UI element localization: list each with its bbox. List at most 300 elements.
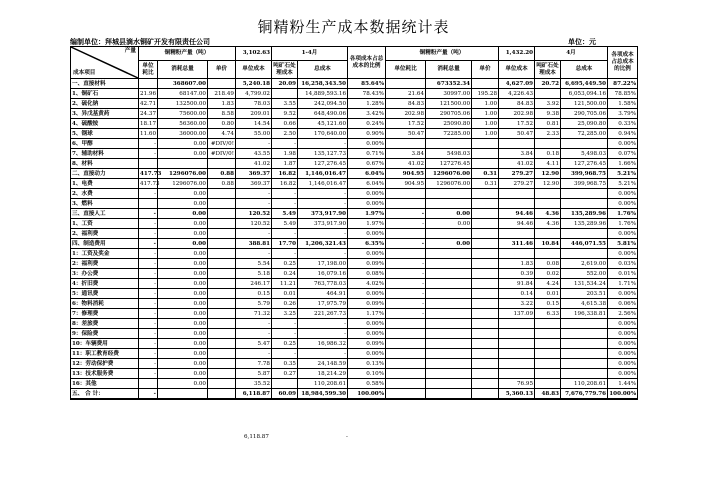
ytd-unit-cost-cell: 209.01 — [236, 109, 272, 119]
ytd-consumption-cell: 0.00 — [158, 279, 208, 289]
ytd-unit-ratio-cell: - — [139, 259, 158, 269]
ytd-cost-share-cell: 0.00% — [348, 319, 386, 329]
month-unit-ratio-cell: - — [386, 209, 426, 219]
ytd-unit-ratio-cell: - — [139, 139, 158, 149]
ytd-per-ton-ore-cost-cell: - — [272, 249, 298, 259]
ytd-total-cost-cell: 18,214.29 — [298, 369, 348, 379]
column-header: 总成本 — [298, 61, 348, 79]
ytd-total-cost-cell: 17,975.79 — [298, 299, 348, 309]
cost-item-name: 4：折旧费 — [71, 279, 139, 289]
month-per-ton-ore-cost-cell: 12.90 — [535, 169, 561, 179]
month-total-cost-cell: 203.51 — [561, 289, 608, 299]
diagonal-header-cell — [71, 47, 139, 79]
ytd-unit-price-cell — [208, 189, 236, 199]
ytd-per-ton-ore-cost-cell: 20.09 — [272, 79, 298, 89]
month-total-cost-cell: 135,289.96 — [561, 209, 608, 219]
ytd-unit-cost-cell: 6,118.87 — [236, 389, 272, 400]
month-cost-share-cell: 0.94% — [608, 129, 638, 139]
cost-item-name: 8、材料 — [71, 159, 139, 169]
cost-item-name: 12：劳动保护费 — [71, 359, 139, 369]
ytd-unit-ratio-cell: - — [139, 239, 158, 249]
ytd-unit-price-cell — [208, 359, 236, 369]
ytd-unit-cost-cell: - — [236, 199, 272, 209]
column-header: 单价 — [472, 61, 499, 79]
month-unit-price-cell — [472, 219, 499, 229]
month-unit-ratio-cell: - — [386, 259, 426, 269]
ytd-unit-cost-cell: 7.78 — [236, 359, 272, 369]
month-cost-share-cell: 0.06% — [608, 299, 638, 309]
ytd-unit-ratio-cell: - — [139, 279, 158, 289]
ytd-cost-share-cell: 0.00% — [348, 329, 386, 339]
ytd-unit-cost-cell: 4,799.02 — [236, 89, 272, 99]
ytd-cost-share-cell: 0.71% — [348, 149, 386, 159]
month-unit-cost-cell: 94.46 — [499, 209, 535, 219]
cost-item-name: 10：车辆费用 — [71, 339, 139, 349]
month-consumption-cell — [426, 279, 472, 289]
ytd-unit-ratio-cell: - — [139, 309, 158, 319]
month-per-ton-ore-cost-cell: 6.33 — [535, 309, 561, 319]
ytd-unit-cost-cell: - — [236, 249, 272, 259]
table-row — [71, 389, 638, 400]
ytd-total-cost-cell: 464.91 — [298, 289, 348, 299]
ytd-total-cost-cell: 24,148.59 — [298, 359, 348, 369]
month-unit-cost-cell — [499, 249, 535, 259]
ytd-unit-price-cell — [208, 199, 236, 209]
month-unit-ratio-cell: - — [386, 289, 426, 299]
ytd-unit-ratio-cell: - — [139, 229, 158, 239]
month-cost-share-cell: 5.81% — [608, 239, 638, 249]
ytd-cost-share-cell: 0.00% — [348, 139, 386, 149]
ytd-consumption-cell: 68147.00 — [158, 89, 208, 99]
month-consumption-cell — [426, 349, 472, 359]
month-consumption-cell — [426, 189, 472, 199]
month-consumption-cell — [426, 199, 472, 209]
month-per-ton-ore-cost-cell: 20.72 — [535, 79, 561, 89]
month-per-ton-ore-cost-cell: 48.83 — [535, 389, 561, 400]
ytd-total-cost-cell: 373,917.90 — [298, 219, 348, 229]
ytd-total-cost-cell: 1,146,016.47 — [298, 169, 348, 179]
cost-item-name: 7、辅助材料 — [71, 149, 139, 159]
ytd-per-ton-ore-cost-cell: - — [272, 349, 298, 359]
left-share-header: 各项成本占总成本的比例 — [348, 47, 386, 79]
ytd-unit-ratio-cell: - — [139, 369, 158, 379]
ytd-unit-ratio-cell: - — [139, 329, 158, 339]
table-row — [71, 129, 638, 139]
column-header: 消耗总量 — [158, 61, 208, 79]
month-total-cost-cell: 5,498.03 — [561, 149, 608, 159]
ytd-consumption-cell: 1296076.00 — [158, 179, 208, 189]
month-cost-share-cell: 3.79% — [608, 109, 638, 119]
table-row — [71, 99, 638, 109]
month-cost-share-cell: 1.71% — [608, 279, 638, 289]
table-row — [71, 339, 638, 349]
ytd-per-ton-ore-cost-cell: 17.70 — [272, 239, 298, 249]
month-unit-price-cell — [472, 249, 499, 259]
cost-item-name: 三、直接人工 — [71, 209, 139, 219]
ytd-total-cost-cell: 127,276.45 — [298, 159, 348, 169]
ytd-per-ton-ore-cost-cell: 11.21 — [272, 279, 298, 289]
month-unit-price-cell — [472, 319, 499, 329]
ytd-unit-price-cell — [208, 339, 236, 349]
ytd-unit-cost-cell: 55.00 — [236, 129, 272, 139]
ytd-unit-cost-cell: 120.52 — [236, 219, 272, 229]
month-unit-ratio-cell — [386, 199, 426, 209]
ytd-unit-cost-cell: 388.81 — [236, 239, 272, 249]
ytd-per-ton-ore-cost-cell: 1.98 — [272, 149, 298, 159]
ytd-unit-cost-cell: - — [236, 229, 272, 239]
month-unit-price-cell — [472, 369, 499, 379]
month-unit-price-cell — [472, 269, 499, 279]
month-cost-share-cell: 0.00% — [608, 289, 638, 299]
ytd-unit-price-cell: 0.88 — [208, 169, 236, 179]
month-unit-ratio-cell — [386, 319, 426, 329]
month-unit-ratio-cell: 17.52 — [386, 119, 426, 129]
ytd-cost-share-cell: 6.04% — [348, 179, 386, 189]
month-cost-share-cell: 0.03% — [608, 259, 638, 269]
month-per-ton-ore-cost-cell: 12.90 — [535, 179, 561, 189]
table-row — [71, 369, 638, 379]
month-unit-cost-cell: 0.14 — [499, 289, 535, 299]
month-total-cost-cell: 399,968.75 — [561, 169, 608, 179]
month-cost-share-cell: 0.00% — [608, 359, 638, 369]
month-unit-ratio-cell: - — [386, 279, 426, 289]
month-consumption-cell — [426, 289, 472, 299]
cost-item-name: 5：通讯费 — [71, 289, 139, 299]
month-unit-ratio-cell — [386, 339, 426, 349]
month-unit-cost-cell: 4,627.09 — [499, 79, 535, 89]
month-per-ton-ore-cost-cell: 9.38 — [535, 109, 561, 119]
ytd-per-ton-ore-cost-cell: - — [272, 329, 298, 339]
month-unit-ratio-cell — [386, 369, 426, 379]
ytd-unit-price-cell — [208, 269, 236, 279]
cost-item-name: 9：保险费 — [71, 329, 139, 339]
table-row — [71, 379, 638, 389]
month-per-ton-ore-cost-cell: 0.18 — [535, 149, 561, 159]
cost-item-name: 四、制造费用 — [71, 239, 139, 249]
cost-item-name: 4、硫酸铵 — [71, 119, 139, 129]
month-per-ton-ore-cost-cell — [535, 199, 561, 209]
cost-item-name: 1：工资及奖金 — [71, 249, 139, 259]
ytd-cost-share-cell: 0.00% — [348, 249, 386, 259]
column-header: 吨矿石处理成本 — [272, 61, 298, 79]
table-row — [71, 79, 638, 89]
month-unit-ratio-cell — [386, 379, 426, 389]
table-row — [71, 269, 638, 279]
ytd-total-cost-cell: 14,889,593.16 — [298, 89, 348, 99]
cost-item-name: 1、电费 — [71, 179, 139, 189]
month-unit-price-cell — [472, 289, 499, 299]
month-unit-price-cell — [472, 79, 499, 89]
ytd-cost-share-cell: 0.00% — [348, 289, 386, 299]
month-unit-ratio-cell — [386, 229, 426, 239]
month-per-ton-ore-cost-cell: 0.01 — [535, 289, 561, 299]
ytd-unit-ratio-cell — [139, 79, 158, 89]
cost-item-name: 6、甲醇 — [71, 139, 139, 149]
month-per-ton-ore-cost-cell — [535, 89, 561, 99]
column-header: 吨矿石处理成本 — [535, 61, 561, 79]
ytd-unit-cost-cell: - — [236, 329, 272, 339]
month-unit-ratio-cell: - — [386, 239, 426, 249]
ytd-unit-ratio-cell: - — [139, 249, 158, 259]
ytd-consumption-cell: 0.00 — [158, 209, 208, 219]
ytd-unit-ratio-cell: - — [139, 389, 158, 400]
month-cost-share-cell: 2.56% — [608, 309, 638, 319]
month-total-cost-cell: 7,676,779.76 — [561, 389, 608, 400]
ytd-unit-cost-cell: 35.52 — [236, 379, 272, 389]
month-per-ton-ore-cost-cell — [535, 329, 561, 339]
month-consumption-cell — [426, 249, 472, 259]
month-unit-price-cell: 1.00 — [472, 129, 499, 139]
column-header: 单价 — [208, 61, 236, 79]
ytd-unit-price-cell — [208, 279, 236, 289]
ytd-per-ton-ore-cost-cell: 0.24 — [272, 269, 298, 279]
ytd-unit-price-cell: #DIV/0! — [208, 149, 236, 159]
ytd-total-cost-cell: - — [298, 349, 348, 359]
ytd-unit-price-cell — [208, 389, 236, 400]
month-unit-price-cell — [472, 349, 499, 359]
cost-item-name: 二、直接动力 — [71, 169, 139, 179]
ytd-unit-ratio-cell: - — [139, 319, 158, 329]
month-unit-cost-cell: 84.83 — [499, 99, 535, 109]
ytd-cost-share-cell: 0.90% — [348, 129, 386, 139]
ytd-unit-cost-cell: 5.79 — [236, 299, 272, 309]
month-unit-cost-cell: 137.09 — [499, 309, 535, 319]
ytd-cost-share-cell: 1.17% — [348, 309, 386, 319]
ytd-cost-share-cell: 0.13% — [348, 359, 386, 369]
cost-item-name: 1、工资 — [71, 219, 139, 229]
right-output-title: 铜精粉产量（吨） — [386, 47, 499, 61]
month-unit-cost-cell: 4,226.43 — [499, 89, 535, 99]
month-unit-cost-cell — [499, 319, 535, 329]
ytd-unit-ratio-cell: - — [139, 219, 158, 229]
month-unit-cost-cell — [499, 369, 535, 379]
ytd-unit-ratio-cell: 42.71 — [140, 100, 157, 107]
month-consumption-cell — [426, 329, 472, 339]
ytd-per-ton-ore-cost-cell: - — [272, 319, 298, 329]
table-row — [71, 289, 638, 299]
ytd-consumption-cell: 0.00 — [158, 309, 208, 319]
table-row — [71, 329, 638, 339]
month-per-ton-ore-cost-cell — [535, 379, 561, 389]
ytd-consumption-cell: 0.00 — [158, 199, 208, 209]
month-unit-cost-cell: 5,360.13 — [499, 389, 535, 400]
table-row — [71, 219, 638, 229]
ytd-consumption-cell — [158, 389, 208, 400]
table-row — [71, 199, 638, 209]
ytd-unit-cost-cell: 41.02 — [236, 159, 272, 169]
table-row — [71, 89, 638, 99]
ytd-per-ton-ore-cost-cell: 16.82 — [272, 179, 298, 189]
table-row — [71, 189, 638, 199]
month-cost-share-cell: 78.85% — [608, 89, 638, 99]
ytd-unit-price-cell: 218.49 — [208, 89, 236, 99]
table-row — [71, 179, 638, 189]
month-unit-price-cell — [472, 189, 499, 199]
month-cost-share-cell: 0.00% — [608, 369, 638, 379]
ytd-cost-share-cell: 0.58% — [348, 379, 386, 389]
ytd-per-ton-ore-cost-cell: 3.25 — [272, 309, 298, 319]
cost-item-name: 3、燃料 — [71, 199, 139, 209]
ytd-unit-cost-cell: 120.52 — [236, 209, 272, 219]
ytd-unit-cost-cell: 5,240.18 — [236, 79, 272, 89]
ytd-consumption-cell: 0.00 — [158, 259, 208, 269]
table-row — [71, 279, 638, 289]
ytd-total-cost-cell: 373,917.90 — [298, 209, 348, 219]
month-unit-cost-cell — [499, 229, 535, 239]
table-body — [71, 79, 638, 400]
ytd-unit-price-cell: #DIV/0! — [208, 139, 236, 149]
month-unit-cost-cell: 0.39 — [499, 269, 535, 279]
ytd-unit-cost-cell: 5.87 — [236, 369, 272, 379]
ytd-per-ton-ore-cost-cell: 0.35 — [272, 359, 298, 369]
unit-label: 单位：元 — [568, 37, 596, 46]
cost-statistics-table — [70, 46, 638, 400]
ytd-unit-ratio-cell: - — [139, 349, 158, 359]
ytd-consumption-cell: 0.00 — [158, 339, 208, 349]
month-cost-share-cell: 1.58% — [608, 99, 638, 109]
ytd-consumption-cell: 0.00 — [158, 139, 208, 149]
ytd-per-ton-ore-cost-cell: 0.25 — [272, 339, 298, 349]
month-unit-price-cell: 0.31 — [472, 179, 499, 189]
month-per-ton-ore-cost-cell: 4.11 — [535, 159, 561, 169]
month-consumption-cell: 0.00 — [426, 219, 472, 229]
month-unit-cost-cell: 3.84 — [499, 149, 535, 159]
month-per-ton-ore-cost-cell — [535, 139, 561, 149]
month-unit-price-cell — [472, 259, 499, 269]
column-header: 单位耗比 — [139, 61, 158, 79]
ytd-unit-price-cell — [208, 229, 236, 239]
month-total-cost-cell: 6,695,449.50 — [561, 79, 608, 89]
footer-value: 6,118.87 — [244, 434, 269, 440]
ytd-unit-cost-cell: 246.17 — [236, 279, 272, 289]
month-unit-ratio-cell: 84.83 — [386, 99, 426, 109]
ytd-unit-cost-cell: 71.32 — [236, 309, 272, 319]
month-per-ton-ore-cost-cell: 0.02 — [535, 269, 561, 279]
month-unit-cost-cell: 91.84 — [499, 279, 535, 289]
table-row — [71, 229, 638, 239]
month-cost-share-cell: 1.76% — [608, 209, 638, 219]
ytd-unit-price-cell — [208, 289, 236, 299]
month-unit-price-cell: 0.31 — [472, 169, 499, 179]
month-unit-ratio-cell: 50.47 — [386, 129, 426, 139]
month-unit-ratio-cell: 3.84 — [386, 149, 426, 159]
page-title: 铜精粉生产成本数据统计表 — [257, 18, 450, 36]
ytd-per-ton-ore-cost-cell: 60.09 — [272, 389, 298, 400]
column-header: 总成本 — [561, 61, 608, 79]
month-cost-share-cell: 0.00% — [608, 349, 638, 359]
ytd-unit-cost-cell: 78.03 — [236, 99, 272, 109]
month-unit-ratio-cell: - — [386, 309, 426, 319]
month-per-ton-ore-cost-cell: 0.08 — [535, 259, 561, 269]
ytd-cost-share-cell: 85.64% — [348, 79, 386, 89]
month-cost-share-cell: 87.22% — [608, 79, 638, 89]
month-unit-cost-cell: 17.52 — [499, 119, 535, 129]
ytd-cost-share-cell: 0.00% — [348, 189, 386, 199]
ytd-per-ton-ore-cost-cell: 3.55 — [272, 99, 298, 109]
ytd-total-cost-cell: 1,146,016.47 — [298, 179, 348, 189]
ytd-unit-cost-cell: 5.47 — [236, 339, 272, 349]
output-header-label: 产量 — [124, 48, 136, 54]
month-cost-share-cell: 0.00% — [608, 329, 638, 339]
month-total-cost-cell: 399,968.75 — [561, 179, 608, 189]
ytd-per-ton-ore-cost-cell: 0.01 — [272, 289, 298, 299]
ytd-total-cost-cell: - — [298, 229, 348, 239]
ytd-per-ton-ore-cost-cell: 0.25 — [272, 259, 298, 269]
ytd-per-ton-ore-cost-cell: - — [272, 229, 298, 239]
month-consumption-cell — [426, 309, 472, 319]
month-per-ton-ore-cost-cell: 3.92 — [535, 99, 561, 109]
month-unit-price-cell — [472, 209, 499, 219]
ytd-consumption-cell: 0.00 — [158, 329, 208, 339]
ytd-consumption-cell: 0.00 — [158, 219, 208, 229]
cost-item-name: 13：技术服务费 — [71, 369, 139, 379]
month-per-ton-ore-cost-cell: 4.36 — [535, 209, 561, 219]
month-per-ton-ore-cost-cell: 4.24 — [535, 279, 561, 289]
ytd-unit-price-cell — [208, 79, 236, 89]
month-unit-price-cell — [472, 139, 499, 149]
ytd-consumption-cell: 0.00 — [158, 239, 208, 249]
ytd-total-cost-cell: 1,206,321.43 — [298, 239, 348, 249]
cost-item-name: 一、直接材料 — [71, 79, 139, 89]
column-header: 单位耗比 — [386, 61, 426, 79]
month-unit-price-cell — [472, 159, 499, 169]
month-unit-ratio-cell: 21.64 — [386, 89, 426, 99]
cost-item-header-label: 成本项目 — [73, 70, 96, 76]
ytd-cost-share-cell: 1.28% — [348, 99, 386, 109]
month-consumption-cell — [426, 319, 472, 329]
month-unit-ratio-cell: 904.95 — [386, 179, 426, 189]
table-row — [71, 159, 638, 169]
column-header: 消耗总量 — [426, 61, 472, 79]
ytd-unit-cost-cell: 5.54 — [236, 259, 272, 269]
cost-item-name: 2、福利费 — [71, 229, 139, 239]
table-row — [71, 209, 638, 219]
cost-item-name: 16：其他 — [71, 379, 139, 389]
cost-item-name: 3、异戊基黄药 — [71, 109, 139, 119]
month-total-cost-cell: 4,615.38 — [561, 299, 608, 309]
ytd-per-ton-ore-cost-cell — [272, 379, 298, 389]
month-consumption-cell — [426, 269, 472, 279]
month-unit-cost-cell: 76.95 — [499, 379, 535, 389]
ytd-per-ton-ore-cost-cell: 5.49 — [272, 209, 298, 219]
ytd-unit-cost-cell: 369.37 — [236, 169, 272, 179]
ytd-per-ton-ore-cost-cell: 5.49 — [272, 219, 298, 229]
month-unit-cost-cell — [499, 349, 535, 359]
month-cost-share-cell: 100.00% — [608, 389, 638, 400]
month-cost-share-cell: 5.21% — [608, 179, 638, 189]
month-consumption-cell — [426, 389, 472, 400]
month-per-ton-ore-cost-cell — [535, 359, 561, 369]
month-per-ton-ore-cost-cell — [535, 349, 561, 359]
ytd-unit-price-cell: 8.58 — [208, 109, 236, 119]
ytd-unit-ratio-cell: - — [139, 299, 158, 309]
month-cost-share-cell: 0.00% — [608, 249, 638, 259]
month-per-ton-ore-cost-cell: 10.84 — [535, 239, 561, 249]
table-row — [71, 169, 638, 179]
month-total-cost-cell — [561, 359, 608, 369]
cost-item-name: 6：物料消耗 — [71, 299, 139, 309]
month-total-cost-cell — [561, 249, 608, 259]
ytd-unit-cost-cell: - — [236, 319, 272, 329]
month-unit-cost-cell: 94.46 — [499, 219, 535, 229]
table-row — [71, 319, 638, 329]
ytd-unit-cost-cell: - — [236, 139, 272, 149]
month-consumption-cell: 0.00 — [426, 239, 472, 249]
ytd-consumption-cell: 0.00 — [158, 249, 208, 259]
month-unit-cost-cell: 279.27 — [499, 169, 535, 179]
ytd-per-ton-ore-cost-cell: 0.66 — [272, 119, 298, 129]
month-total-cost-cell — [561, 339, 608, 349]
